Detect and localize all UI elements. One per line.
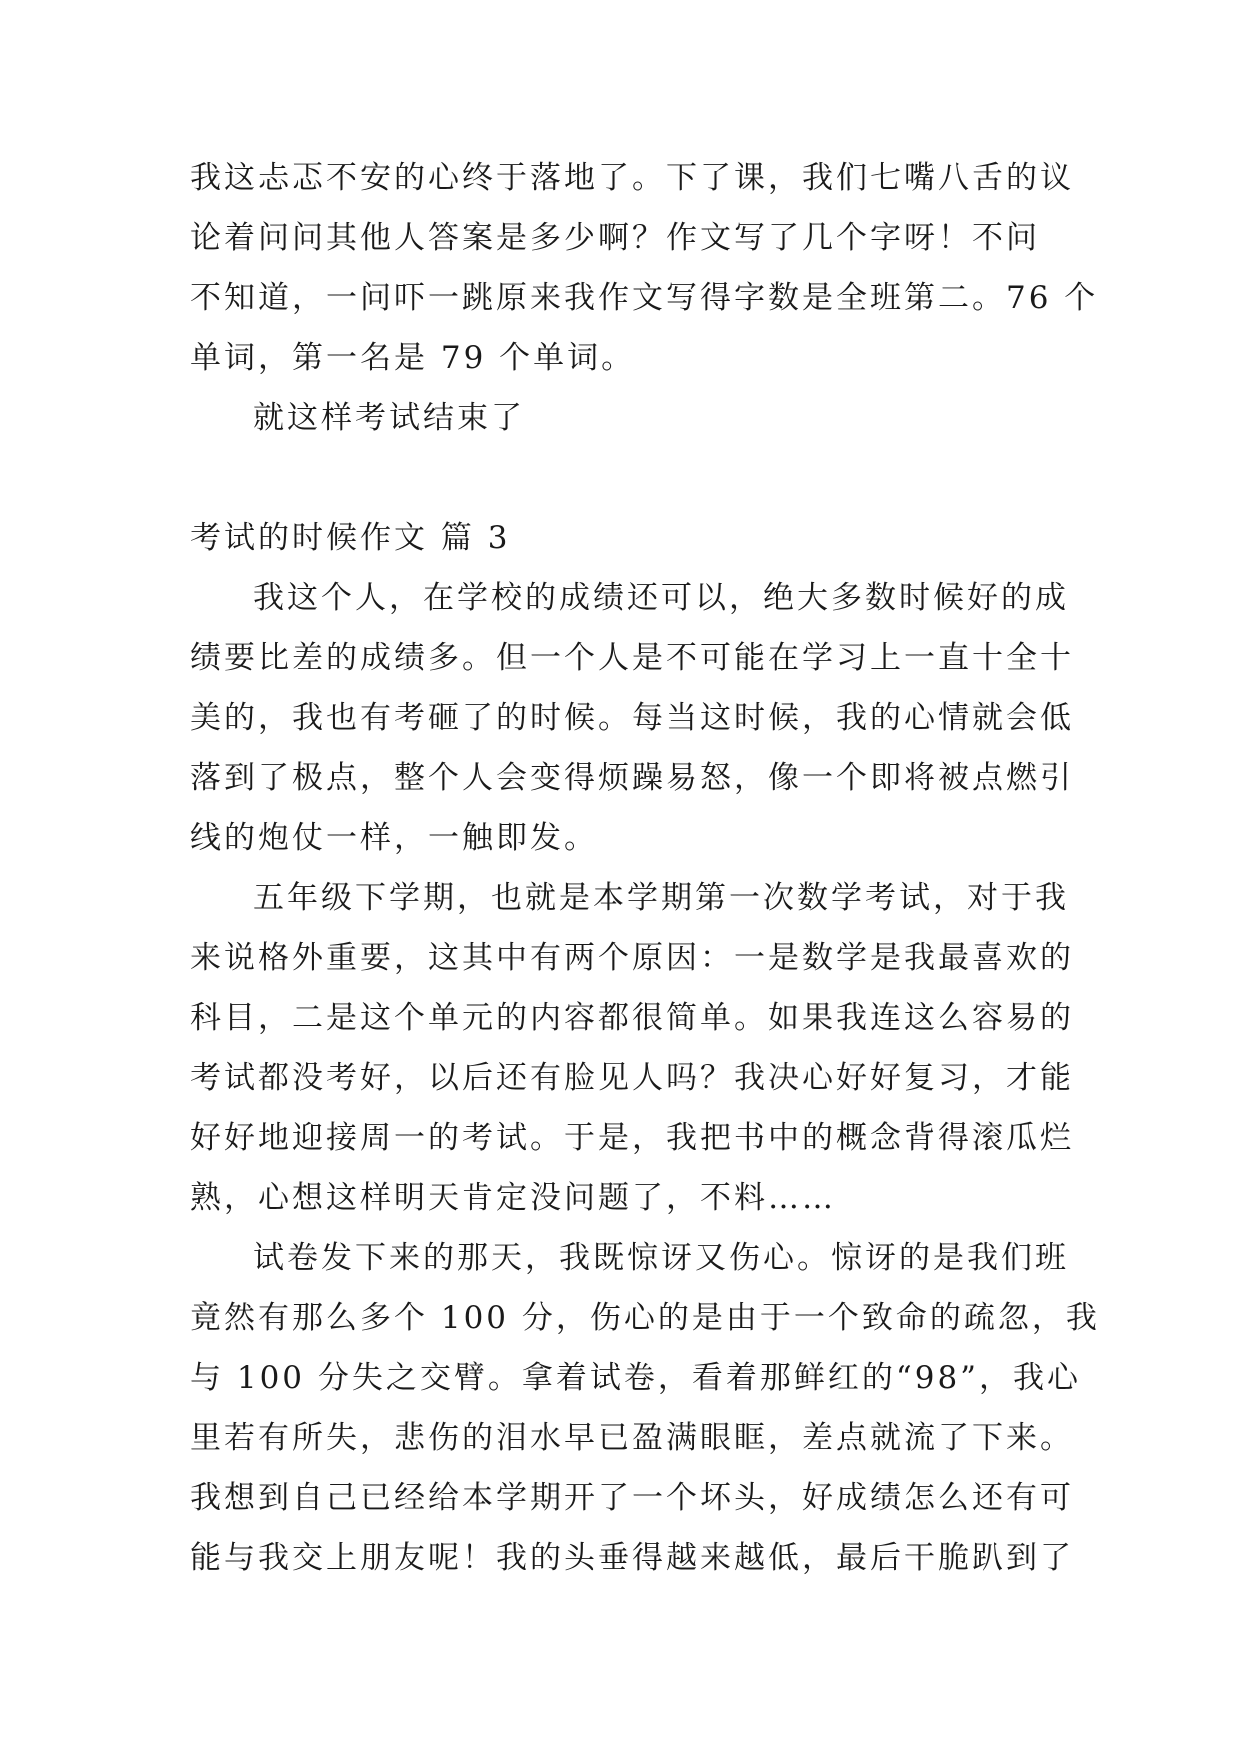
text-line: 我这忐忑不安的心终于落地了。下了课，我们七嘴八舌的议 [190, 160, 1074, 196]
text-line: 不知道，一问吓一跳原来我作文写得字数是全班第二。76 个 [190, 280, 1099, 316]
closing-line: 就这样考试结束了 [253, 400, 525, 436]
paragraph-2-line: 好好地迎接周一的考试。于是，我把书中的概念背得滚瓜烂 [190, 1120, 1074, 1156]
paragraph-3-line: 与 100 分失之交臂。拿着试卷，看着那鲜红的“98”，我心 [190, 1360, 1082, 1396]
paragraph-2-line: 来说格外重要，这其中有两个原因：一是数学是我最喜欢的 [190, 940, 1074, 976]
paragraph-1-line: 绩要比差的成绩多。但一个人是不可能在学习上一直十全十 [190, 640, 1074, 676]
paragraph-3-line: 能与我交上朋友呢！我的头垂得越来越低，最后干脆趴到了 [190, 1540, 1074, 1576]
paragraph-3-line: 竟然有那么多个 100 分，伤心的是由于一个致命的疏忽，我 [190, 1300, 1100, 1336]
text-line: 单词，第一名是 79 个单词。 [190, 340, 636, 376]
paragraph-2-line: 熟，心想这样明天肯定没问题了，不料…… [190, 1180, 836, 1216]
paragraph-3-line: 试卷发下来的那天，我既惊讶又伤心。惊讶的是我们班 [253, 1240, 1069, 1276]
paragraph-2-line: 五年级下学期，也就是本学期第一次数学考试，对于我 [253, 880, 1069, 916]
paragraph-1-line: 美的，我也有考砸了的时候。每当这时候，我的心情就会低 [190, 700, 1074, 736]
paragraph-3-line: 里若有所失，悲伤的泪水早已盈满眼眶，差点就流了下来。 [190, 1420, 1074, 1456]
paragraph-1-line: 我这个人，在学校的成绩还可以，绝大多数时候好的成 [253, 580, 1069, 616]
paragraph-1-line: 线的炮仗一样，一触即发。 [190, 820, 598, 856]
paragraph-1-line: 落到了极点，整个人会变得烦躁易怒，像一个即将被点燃引 [190, 760, 1074, 796]
paragraph-3-line: 我想到自己已经给本学期开了一个坏头，好成绩怎么还有可 [190, 1480, 1074, 1516]
text-line: 论着问问其他人答案是多少啊？作文写了几个字呀！不问 [190, 220, 1040, 256]
section-heading: 考试的时候作文 篇 3 [190, 520, 511, 556]
paragraph-2-line: 考试都没考好，以后还有脸见人吗？我决心好好复习，才能 [190, 1060, 1074, 1096]
paragraph-2-line: 科目，二是这个单元的内容都很简单。如果我连这么容易的 [190, 1000, 1074, 1036]
